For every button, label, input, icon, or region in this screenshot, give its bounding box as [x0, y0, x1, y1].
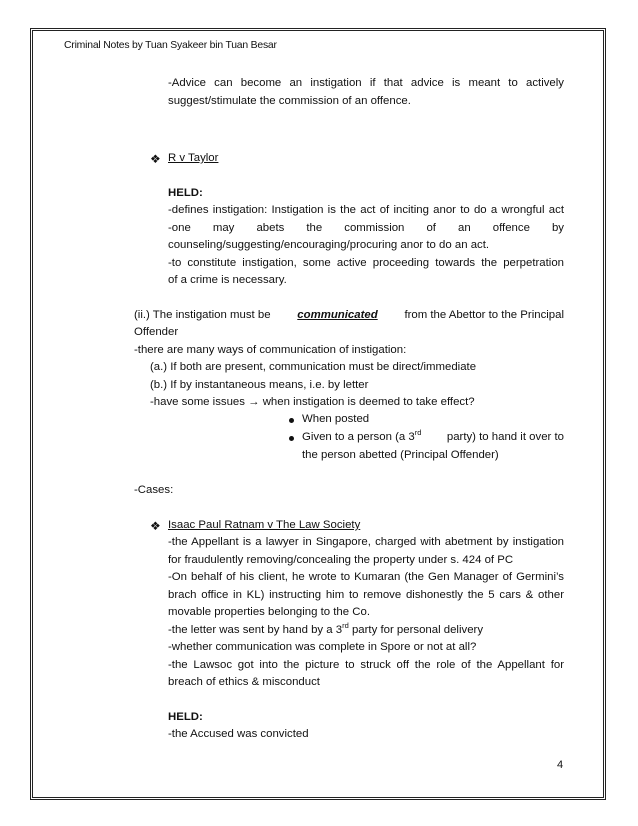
cases-label: -Cases:	[134, 484, 174, 496]
bullet-icon	[289, 418, 294, 423]
paragraph-line: -whether communication was complete in Spore or not at all?	[168, 641, 477, 653]
paragraph-line: -the Accused was convicted	[168, 728, 309, 740]
bullet-item: When posted	[302, 413, 370, 425]
paragraph-line: -one may abets the commission of an offence by	[168, 222, 564, 234]
paragraph-line: -there are many ways of communication of instigation:	[134, 344, 407, 356]
superscript: rd	[342, 621, 349, 631]
paragraph-line: -the Lawsoc got into the picture to struck off the role of the Appellant for	[168, 659, 564, 671]
emphasis-communicated: communicated	[297, 309, 378, 321]
paragraph-line	[168, 622, 483, 640]
paragraph-line: Offender	[134, 326, 179, 338]
paragraph-line: -On behalf of his client, he wrote to Kumaran (the Gen Manager of Germini’s	[168, 571, 564, 583]
text-part: -the letter was sent by hand by a 3	[168, 624, 343, 636]
diamond-bullet-icon: ❖	[150, 519, 161, 533]
paragraph-line: of a crime is necessary.	[168, 274, 287, 286]
held-heading: HELD:	[168, 187, 203, 199]
right-arrow-icon: →	[248, 396, 260, 408]
paragraph-line: -Advice can become an instigation if that advice is meant to actively	[168, 77, 564, 89]
paragraph-line: (b.) If by instantaneous means, i.e. by letter	[150, 379, 369, 391]
text-part: party for personal delivery	[348, 624, 484, 636]
bullet-icon	[289, 436, 294, 441]
paragraph-line: counseling/suggesting/encouraging/procuring anor to do an act.	[168, 239, 490, 251]
paragraph-line: -the Appellant is a lawyer in Singapore, charged with abetment by instigation	[168, 536, 564, 548]
page-header: Criminal Notes by Tuan Syakeer bin Tuan Besar	[64, 40, 277, 51]
paragraph-line	[134, 307, 564, 325]
paragraph-line: for fraudulently removing/concealing the property under s. 424 of PC	[168, 554, 514, 566]
page-number: 4	[557, 759, 564, 771]
paragraph-line: -defines instigation: Instigation is the act of inciting anor to do a wrongful act	[168, 204, 564, 216]
paragraph-line: -to constitute instigation, some active proceeding towards the perpetration	[168, 257, 564, 269]
case-title-isaac-paul-ratnam: Isaac Paul Ratnam v The Law Society	[168, 519, 361, 531]
section-text: (ii.) The instigation must be	[134, 309, 271, 321]
paragraph-line: breach of ethics & misconduct	[168, 676, 320, 688]
section-text: when instigation is deemed to take effect?	[262, 396, 475, 408]
bullet-item	[302, 429, 564, 447]
paragraph-line	[150, 394, 475, 412]
bullet-text-part: Given to a person (a 3	[302, 431, 415, 443]
paragraph-line: suggest/stimulate the commission of an offence.	[168, 95, 411, 107]
diamond-bullet-icon: ❖	[150, 152, 161, 166]
superscript: rd	[414, 428, 422, 438]
paragraph-line: movable properties belonging to the Co.	[168, 606, 370, 618]
held-heading: HELD:	[168, 711, 203, 723]
paragraph-line: (a.) If both are present, communication must be direct/immediate	[150, 361, 477, 373]
section-text: from the Abettor to the Principal	[404, 309, 564, 321]
bullet-item-continued: the person abetted (Principal Offender)	[302, 449, 499, 461]
bullet-text-part: party) to hand it over to	[446, 431, 564, 443]
section-text: -have some issues	[150, 396, 245, 408]
bullet-text	[302, 429, 421, 447]
paragraph-line: brach office in KL) instructing him to remove dishonestly the 5 cars & other	[168, 589, 564, 601]
case-title-r-v-taylor: R v Taylor	[168, 152, 219, 164]
